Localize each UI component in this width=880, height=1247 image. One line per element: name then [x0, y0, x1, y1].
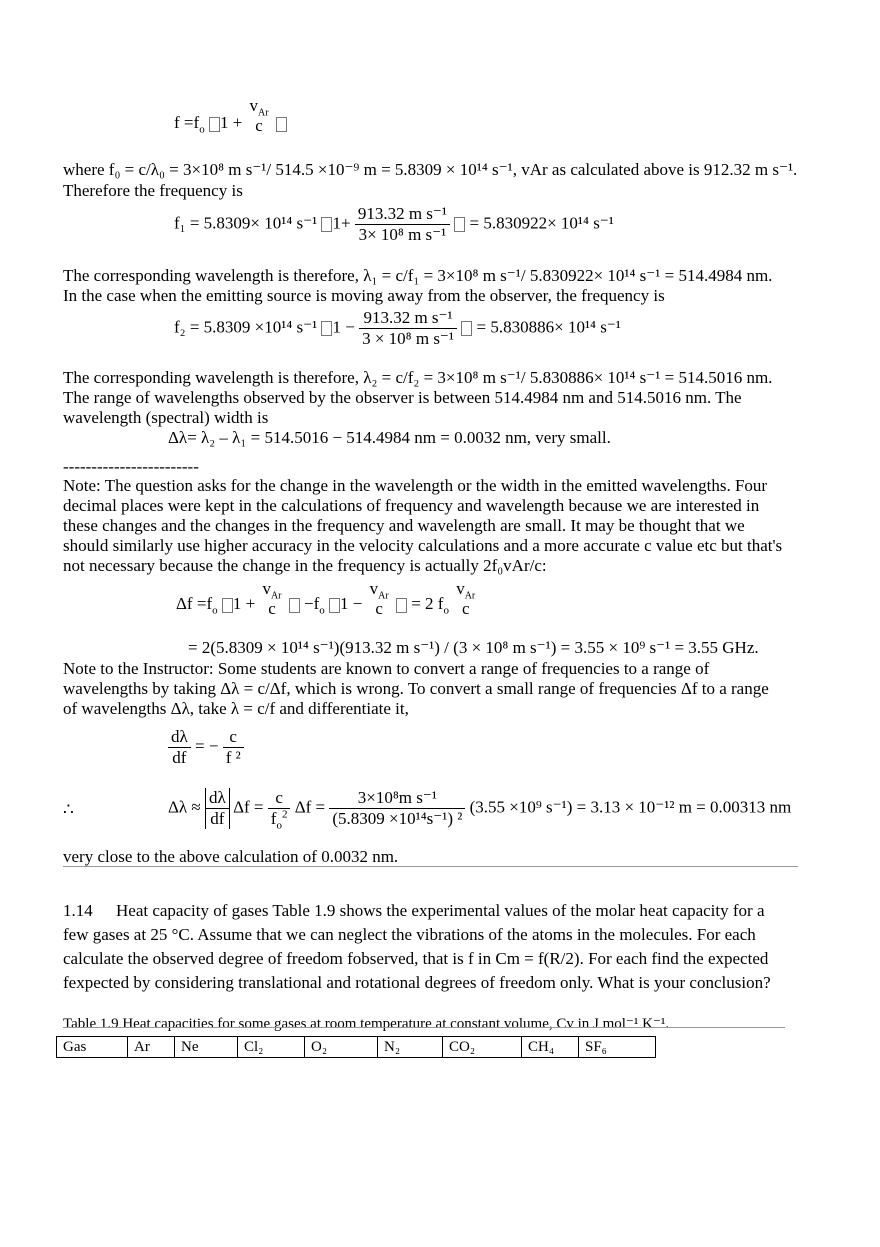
eq-df-sub: o [212, 604, 218, 617]
eq-f1-fraction [355, 204, 450, 245]
para-l1-line1: The corresponding wavelength is therefore, λ₁ = c/f₁ = 3×10⁸ m s⁻¹/ 5.830922× 10¹⁴ s⁻¹ = 514.4984 nm. [63, 266, 773, 285]
final-c-num: c [268, 788, 291, 809]
closing-line: very close to the above calculation of 0.0032 nm. [63, 847, 399, 866]
heat-capacity-table [56, 1036, 656, 1058]
eq-df-minus2: − [352, 593, 363, 613]
para-l2-line2: The range of wavelengths observed by the observer is between 514.4984 nm and 514.5016 nm. The [63, 388, 742, 407]
eq-df-one1: 1 [232, 593, 242, 613]
bracket-glyph-icon [321, 321, 332, 336]
eq-f-num: v [249, 96, 259, 115]
eq-f-num-sub: Ar [258, 107, 269, 119]
section-divider [63, 866, 798, 867]
eq-f2-fraction [359, 308, 457, 349]
deriv-frac2 [223, 727, 244, 768]
equation-derivative [168, 727, 244, 768]
eq-f2-one: 1 − [332, 317, 355, 337]
eq-df-f: f [206, 593, 213, 613]
delta-f-value: = 2(5.8309 × 10¹⁴ s⁻¹)(913.32 m s⁻¹) / (3 × 10⁸ m s⁻¹) = 3.55 × 10⁹ s⁻¹ = 3.55 GHz. [188, 638, 759, 657]
eq-f1-den: 3× 10⁸ m s⁻¹ [358, 225, 447, 244]
eq-f-den: c [255, 116, 263, 135]
eq-f2-num: 913.32 m s⁻¹ [359, 308, 457, 329]
problem-number: 1.14 [63, 901, 93, 920]
equation-final [168, 788, 792, 832]
eq-df-frac1 [259, 579, 284, 619]
final-big-frac [329, 788, 465, 829]
final-abs-num: dλ [206, 788, 229, 809]
eq-f-lhs: f [174, 112, 180, 132]
final-df2: Δf = [294, 797, 326, 817]
table-header-cell: Ar [128, 1037, 175, 1058]
bracket-glyph-icon [222, 598, 233, 613]
eq-f2-lhs: f₂ = 5.8309 ×10¹⁴ s⁻¹ [174, 317, 318, 337]
eq-df-lhs: Δf [176, 593, 193, 613]
bracket-glyph-icon [289, 598, 300, 613]
eq-df-num1: v [262, 579, 271, 598]
deriv-eq: = − [195, 736, 219, 756]
eq-f-equals: = [183, 112, 194, 132]
eq-f-f0-sub: o [199, 123, 205, 136]
instructor-line: of wavelengths Δλ, take λ = c/f and differentiate it, [63, 699, 409, 718]
bracket-glyph-icon [454, 217, 465, 232]
eq-df-sub2: o [319, 604, 325, 617]
eq-df-num3: v [456, 579, 465, 598]
table-header-cell: Ne [175, 1037, 238, 1058]
eq-f-plus: + [232, 112, 243, 132]
eq-df-den2: c [375, 599, 383, 618]
final-abs-frac [205, 788, 230, 829]
eq-f-f0: f [193, 112, 200, 132]
deriv-num2: c [223, 727, 244, 748]
deriv-num1: dλ [168, 727, 191, 748]
para-fo-line1: where f₀ = c/λ₀ = 3×10⁸ m s⁻¹/ 514.5 ×10⁻⁹ m = 5.8309 × 10¹⁴ s⁻¹, vAr as calculated above is 912.32 m s⁻¹. [63, 160, 798, 179]
bracket-glyph-icon [329, 598, 340, 613]
table-header-cell: N₂ [378, 1037, 443, 1058]
eq-df-f2: f [313, 593, 320, 613]
final-big-num: 3×10⁸m s⁻¹ [329, 788, 465, 809]
equation-f [174, 96, 287, 144]
equation-f2 [174, 308, 621, 349]
caption-strike-line [63, 1027, 785, 1028]
eq-f-one: 1 [219, 112, 229, 132]
final-c-den: f [270, 809, 277, 828]
table-header-cell: CH₄ [522, 1037, 579, 1058]
eq-df-twof: f [437, 593, 444, 613]
table-header-cell: Cl₂ [238, 1037, 305, 1058]
eq-f1-one: 1+ [332, 213, 351, 233]
eq-df-frac3 [453, 579, 478, 619]
final-c-frac [268, 788, 291, 832]
problem-line: fexpected by considering translational and rotational degrees of freedom only. What is your conclusion? [63, 973, 771, 992]
eq-f1-num: 913.32 m s⁻¹ [355, 204, 450, 225]
eq-df-eq2: = 2 [411, 593, 434, 613]
final-df: Δf = [233, 797, 264, 817]
equation-f1 [174, 204, 614, 245]
note-line: these changes and the changes in the frequency and wavelength are small. It may be thought that we [63, 516, 745, 535]
para-l2-line3: wavelength (spectral) width is [63, 408, 269, 427]
deriv-den2: f ² [225, 748, 241, 767]
deriv-frac1 [168, 727, 191, 768]
note-line: not necessary because the change in the frequency is actually 2f₀vAr/c: [63, 556, 547, 575]
final-c-den-sub: o [276, 819, 282, 832]
eq-f1-lhs: f₁ = 5.8309× 10¹⁴ s⁻¹ [174, 213, 318, 233]
table-header-cell: SF₆ [579, 1037, 656, 1058]
final-rhs: (3.55 ×10⁹ s⁻¹) = 3.13 × 10⁻¹² m = 0.00313 nm [469, 797, 792, 817]
eq-df-num2: v [369, 579, 379, 598]
para-l1-line2: In the case when the emitting source is moving away from the observer, the frequency is [63, 286, 665, 305]
eq-df-num1-sub: Ar [270, 590, 282, 602]
para-l2-line1: The corresponding wavelength is therefore, λ₂ = c/f₂ = 3×10⁸ m s⁻¹/ 5.830886× 10¹⁴ s⁻¹ = 514.5016 nm. [63, 368, 773, 387]
eq-f2-den: 3 × 10⁸ m s⁻¹ [362, 329, 455, 348]
problem-line: calculate the observed degree of freedom fobserved, that is f in Cm = f(R/2). For each find the expected [63, 949, 769, 968]
final-big-den: (5.8309 ×10¹⁴s⁻¹) ² [332, 809, 463, 828]
problem-line: few gases at 25 °C. Assume that we can neglect the vibrations of the atoms in the molecules. For each [63, 925, 756, 944]
deriv-den1: df [172, 748, 187, 767]
note-line: decimal places were kept in the calculations of frequency and wavelength because we are interested in [63, 496, 760, 515]
final-abs-den: df [210, 809, 225, 828]
final-c-den-sup: 2 [281, 808, 288, 821]
eq-df-equals: = [196, 593, 207, 613]
note-line: Note: The question asks for the change in the wavelength or the width in the emitted wavelengths. Four [63, 476, 768, 495]
note-line: should similarly use higher accuracy in the velocity calculations and a more accurate c value etc but that's [63, 536, 783, 555]
eq-df-frac2 [367, 579, 392, 619]
final-lhs: Δλ ≈ [168, 797, 201, 817]
separator: ------------------------ [63, 457, 199, 476]
problem-line: Heat capacity of gases Table 1.9 shows the experimental values of the molar heat capacity for a [116, 901, 765, 920]
eq-df-plus: + [245, 593, 256, 613]
eq-df-one2: 1 [340, 593, 349, 613]
eq-df-den3: c [461, 599, 470, 618]
instructor-line: wavelengths by taking Δλ = c/Δf, which is wrong. To convert a small range of frequencies Δf to a range [63, 679, 769, 698]
eq-f2-rhs: = 5.830886× 10¹⁴ s⁻¹ [476, 317, 621, 337]
therefore-symbol: ∴ [63, 800, 74, 819]
eq-f1-rhs: = 5.830922× 10¹⁴ s⁻¹ [469, 213, 614, 233]
bracket-glyph-icon [321, 217, 332, 232]
eq-df-minus: − [304, 593, 314, 613]
table-header-cell: Gas [57, 1037, 128, 1058]
table-row [57, 1037, 656, 1058]
bracket-glyph-icon [461, 321, 472, 336]
bracket-glyph-icon [396, 598, 407, 613]
table-header-cell: CO₂ [443, 1037, 522, 1058]
eq-f-fraction [247, 96, 272, 136]
delta-lambda-line: Δλ= λ₂ – λ₁ = 514.5016 − 514.4984 nm = 0.0032 nm, very small. [168, 428, 611, 447]
eq-df-num3-sub: Ar [464, 590, 476, 602]
para-fo-line2: Therefore the frequency is [63, 181, 243, 200]
eq-df-twof-sub: o [443, 604, 449, 617]
bracket-glyph-icon [276, 117, 287, 132]
instructor-line: Note to the Instructor: Some students are known to convert a range of frequencies to a range of [63, 659, 710, 678]
eq-df-den1: c [268, 599, 276, 618]
eq-df-num2-sub: Ar [378, 590, 389, 602]
table-caption: Table 1.9 Heat capacities for some gases at room temperature at constant volume, Cv in J mol⁻¹ K⁻¹. [63, 1016, 670, 1032]
equation-delta-f [176, 579, 478, 625]
bracket-glyph-icon [209, 117, 220, 132]
table-header-cell: O₂ [305, 1037, 378, 1058]
